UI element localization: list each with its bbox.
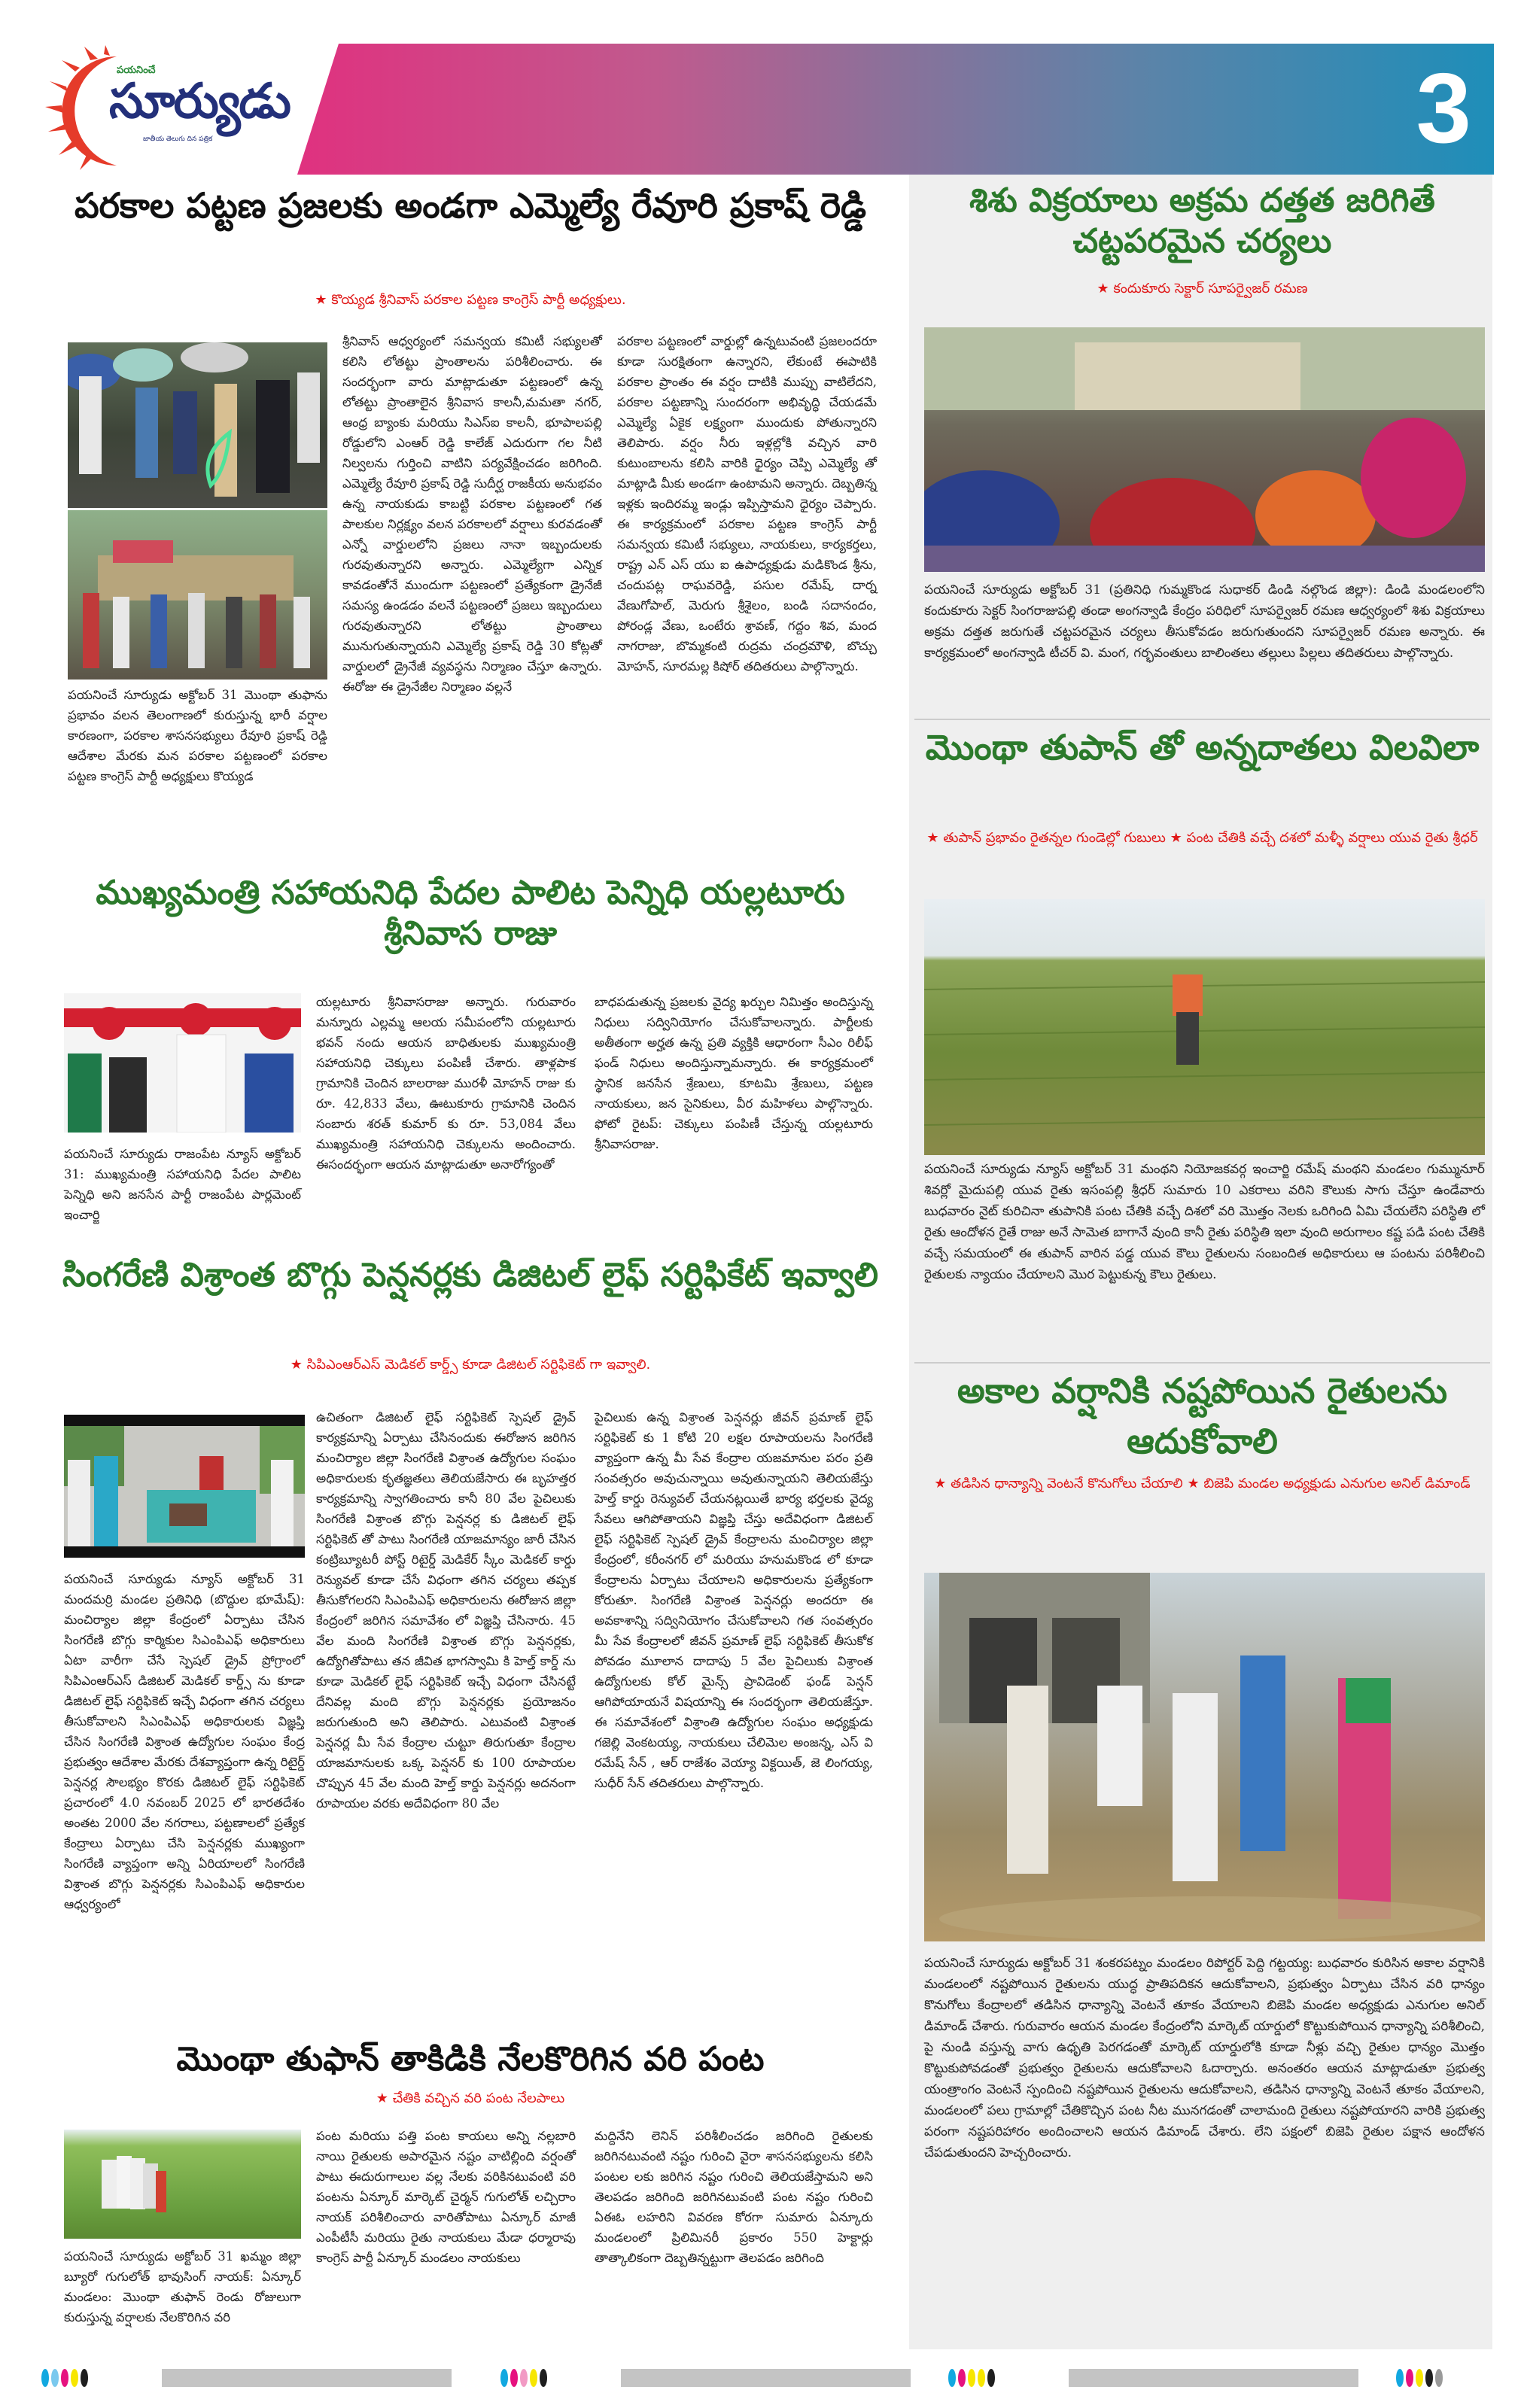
subhead-text: కందుకూరు సెక్టార్ సూపర్వైజర్ రమణ — [1113, 281, 1308, 296]
swatch-dot — [968, 2369, 975, 2387]
swatch-dot — [1406, 2369, 1413, 2387]
gray-bar — [621, 2369, 911, 2387]
body-column-2: మద్దినేని లెనిన్ పరిశీలించడం జరిగింది రైతులకు జరిగినటువంటి నష్టం గురించి వైరా శాసనసభ్యులను కలిసి పంటల లకు జరిగిన నష్టం గురించి తెలియజేస్తామని అని తెలపడం జరిగింది జరిగినటువంటి పంట నష్టం గురించి ఏఈఓ లహరిని వివరణ కోరగా సుమారు ఏన్కూరు మండలంలో ప్రిలిమినరీ ప్రకారం 550 హెక్టార్లు తాత్కాలికంగా దెబ్బతిన్నట్టుగా తెలపడం జరిగింది — [595, 2129, 873, 2265]
star-icon: ★ — [926, 830, 944, 846]
color-swatch-group — [41, 2369, 88, 2387]
photo-flattened-paddy — [924, 899, 1485, 1155]
swatch-dot — [510, 2369, 518, 2387]
color-swatch-group — [1396, 2369, 1443, 2387]
star-icon: ★ — [1187, 1476, 1204, 1491]
star-icon: ★ — [1097, 281, 1114, 296]
headline: అకాల వర్షానికి నష్టపోయిన రైతులను ఆదుకోవాలి — [957, 1370, 1448, 1461]
gray-bar — [1069, 2369, 1358, 2387]
swatch-dot — [500, 2369, 508, 2387]
star-icon: ★ — [1170, 830, 1187, 846]
subhead-text: కొయ్యడ శ్రీనివాస్ పరకాల పట్టణ కాంగ్రెస్ పార్టీ అధ్యక్షులు. — [331, 292, 626, 308]
body-column-1: యల్లటూరు శ్రీనివాసరాజు అన్నారు. గురువారం మన్నూరు ఎల్లమ్మ ఆలయ సమీపంలోని యల్లటూరు భవన్ నందు ఆయన బాధితులకు ముఖ్యమంత్రి సహాయనిధి చెక్కులు పంపిణీ చేశారు. తాళ్లపాక గ్రామానికి చెందిన బాలరాజు మురళీ మోహన్ రాజు కు రూ. 42,833 వేలు, ఊటుకూరు గ్రామానికి చెందిన సంబారు శరత్ కుమార్ కు రూ. 53,084 వేలు ముఖ్యమంత్రి సహాయనిధి చెక్కులను అందించారు. ఈసందర్భంగా ఆయన మాట్లాడుతూ అనారోగ్యంతో — [316, 995, 576, 1172]
subhead-text-1: తడిసిన ధాన్యాన్ని వెంటనే కొనుగోలు చేయాలి — [951, 1476, 1183, 1491]
logo-brand: సూర్యుడు — [109, 74, 290, 129]
body-column-2: పరకాల పట్టణంలో వార్డుల్లో ఉన్నటువంటి ప్రజలందరూ కూడా సురక్షితంగా ఉన్నారని, లేకుంటే ఈపాటికి పరకాల ప్రాంతం ఈ వర్షం దాటికి ముప్పు వాటిలేదని, పరకాల పట్టణాన్ని సుందరంగా అభివృద్ధి చేయడమే ఎమ్మెల్యే ఏకైక లక్ష్యంగా ముందుకు పోతున్నారని తెలిపారు. వర్షం నీరు ఇళ్లల్లోకి వచ్చిన వారి కుటుంబాలను కలిసి వారికి ధైర్యం చెప్పి ఎమ్మెల్యే తో మాట్లాడి మీకు అండగా ఉంటామని అన్నారు. దెబ్బతిన్న ఇళ్లకు ఇందిరమ్మ ఇండ్లు ఇప్పిస్తామని ధైర్యం చెప్పారు. ఈ కార్యక్రమంలో పరకాల పట్టణ కాంగ్రెస్ పార్టీ సమన్వయ కమిటీ సభ్యులు, నాయకులు, కార్యకర్తలు, రాష్ట్ర ఎన్ ఎస్ యు ఐ ఉపాధ్యక్షుడు మడికొండ శ్రీను, చందుపట్ల రాఘవరెడ్డి, పసుల రమేష్, దార్న వేణుగోపాల్, మెరుగు శ్రీశైలం, బండి సదానందం, పోరండ్ల వేణు, ఒంటేరు శ్రావణ్, గద్దం శివ, మంద నాగరాజు, బొమ్మకంటి రుద్రమ చంద్రమౌళి, బొచ్చు మోహన్, సూరమల్ల కిషోర్ తదితరులు పాల్గొన్నారు. — [617, 334, 877, 673]
subhead — [53, 2088, 888, 2109]
newspaper-logo — [45, 45, 316, 173]
subhead-text-1: తుపాన్ ప్రభావం రైతన్నల గుండెల్లో గుబులు — [943, 830, 1166, 846]
photo-flooded-homes — [68, 510, 327, 680]
subhead-text-2: బిజెపి మండల అధ్యక్షుడు ఎనుగుల అనిల్ డిమాండ్ — [1203, 1476, 1471, 1491]
photo-paddy-field-visit — [64, 2130, 301, 2239]
body: పయనించే సూర్యుడు అక్టోబర్ 31 శంకరపట్నం మండలం రిపోర్టర్ పెద్ది గట్టయ్య: బుధవారం కురిసిన అకాల వర్షానికి మండలంలో నష్టపోయిన రైతులను యుద్ధ ప్రాతిపదికన ఆదుకోవాలని, ప్రభుత్వం ఏర్పాటు చేసిన వరి ధాన్యం కొనుగోలు కేంద్రాలలో తడిసిన ధాన్యాన్ని వెంటనే తూకం వేయాలని బిజెపి మండల అధ్యక్షుడు ఎనుగుల అనిల్ డిమాండ్ చేశారు. గురువారం ఆయన మండల కేంద్రంలోని మార్కెట్ యార్డులో కొట్టుకుపోయిన ధాన్యాన్ని పరిశీలించి, పై నుండి వస్తున్న వాగు ఉధృతి పెరగడంతో మార్కెట్ యార్డులోకి కూడా నీళ్లు వచ్చి రైతుల ధాన్యం మొత్తం కొట్టుకుపోవడంతో ప్రభుత్వం రైతులను ఆదుకోవాలని ఓదార్చారు. అనంతరం ఆయన మాట్లాడుతూ ప్రభుత్వ యంత్రాంగం వెంటనే స్పందించి నష్టపోయిన రైతులను ఆదుకోవాలని, తడిసిన ధాన్యాన్ని వెంటనే తూకం వేయాలని, మండలంలో పలు గ్రామాల్లో చేతికొచ్చిన పంట నీట మునగడంతో చాలామంది రైతులు నష్టపోయారని వారికి ప్రభుత్వ పరంగా నష్టపరిహారం అందించాలని ఆయన డిమాండ్ చేశారు. లేని పక్షంలో బిజెపి రైతుల పక్షాన ఆందోళన చేపడుతుందని హెచ్చరించారు. — [924, 1956, 1485, 2160]
divider — [914, 719, 1490, 720]
star-icon: ★ — [934, 1476, 951, 1491]
logo-tagline: జాతీయ తెలుగు దిన పత్రిక — [143, 135, 213, 143]
swatch-dot — [81, 2369, 88, 2387]
swatch-dot — [61, 2369, 68, 2387]
swatch-dot — [520, 2369, 528, 2387]
body-column-1: శ్రీనివాస్ ఆధ్వర్యంలో సమన్వయ కమిటీ సభ్యులతో కలిసి లోతట్టు ప్రాంతాలను పరిశీలించారు. ఈ సందర్భంగా వారు మాట్లాడుతూ పట్టణంలో ఉన్న లోతట్టు ప్రాంతాలైన శ్రీనివాస కాలనీ,మమతా నగర్, ఆంధ్ర బ్యాంకు మరియు సిఎస్ఐ కాలనీ, భూపాలపల్లి రోడ్డులోని ఎంఆర్ రెడ్డి కాలేజ్ ఎదురుగా గల నీటి నిల్వలను గుర్తించి వాటిని పర్యవేక్షించడం జరిగింది. ఎమ్మెల్యే రేవూరి ప్రకాష్ రెడ్డి సుదీర్ఘ రాజకీయ అనుభవం ఉన్న నాయకుడు కాబట్టి పరకాల పట్టణంలో గత పాలకుల నిర్లక్ష్యం వలన పరకాలలో వర్షాలు కురవడంతో ఎన్నో వార్డులలోని ప్రజలు నానా ఇబ్బందులకు గురవుతున్నారని అన్నారు. ఎమ్మెల్యేగా ఎన్నిక కావడంతోనే ముందుగా పట్టణంలో ప్రత్యేకంగా డ్రైనేజీ సమస్య ఉండడం వలనే పట్టణంలో ప్రజలు ఇబ్బందులు గురవుతున్నారని లోతట్టు ప్రాంతాలు మునుగుతున్నాయని ఎమ్మెల్యే ప్రకాష్ రెడ్డి 30 కోట్లతో వార్డులలో డ్రైనేజీ వ్యవస్థను నిర్మాణం చేస్తూ ఉన్నారు. ఈరోజు ఈ డ్రైనేజీల నిర్మాణం వల్లనే — [342, 334, 602, 694]
subhead — [53, 290, 888, 311]
headline: శిశు విక్రయాలు అక్రమ దత్తత జరిగితే చట్టపరమైన చర్యలు — [969, 181, 1435, 260]
photo-anganwadi-meeting — [924, 327, 1485, 572]
swatch-dot — [978, 2369, 985, 2387]
masthead — [0, 0, 1524, 173]
subhead — [922, 1473, 1483, 1494]
photo-pensioners-banner — [64, 1415, 305, 1558]
swatch-dot — [530, 2369, 537, 2387]
photo-soaked-grain — [924, 1573, 1485, 1941]
swatch-dot — [948, 2369, 956, 2387]
swatch-dot — [1416, 2369, 1423, 2387]
subhead-text-2: పంట చేతికి వచ్చే దశలో మళ్ళీ వర్షాలు యువ రైతు శ్రీధర్ — [1186, 830, 1478, 846]
star-icon: ★ — [315, 292, 332, 308]
color-swatch-group — [500, 2369, 547, 2387]
header-band — [297, 44, 1494, 175]
headline: మొంథా తుపాన్ తో అన్నదాతలు విలవిలా — [925, 727, 1480, 768]
swatch-dot — [540, 2369, 547, 2387]
color-swatch-group — [948, 2369, 995, 2387]
headline: ముఖ్యమంత్రి సహాయనిధి పేదల పాలిట పెన్నిధి యల్లటూరు శ్రీనివాస రాజు — [96, 874, 845, 953]
body: పయనించే సూర్యుడు న్యూస్ అక్టోబర్ 31 మంథని నియోజకవర్గ ఇంచార్జి రమేష్ మంథని మండలం గుమ్మునూర్ శివర్లో మైదుపల్లి యువ రైతు ఇసంపల్లి శ్రీధర్ సుమారు 10 ఎకరాలు వరిని కౌలుకు సాగు చేస్తూ ఉండేవారు బుధవారం నైట్ కురిచినా తుపానికి పంట చేతికి వచ్చే దిశలో వరి మొత్తం నెలకు ఒరిగింది ఏమి చేయలేని పరిస్థితి లో రైతు ఆందోళన రైతే రాజు అనే సామెత బాగానే వుంది కానీ రైతు పరిస్థితి ఇలా వుంది అరుగాలం కష్ట పడి పంట చేతికి వచ్చే సమయంలో ఈ తుపాన్ వారిన పడ్డ యువ కౌలు రైతులను సంబందిత అధికారులు ఆ పంటను పరిశీలించి రైతులకు న్యాయం చేయాలని మొర పెట్టుకున్న కౌలు రైతులు. — [924, 1162, 1485, 1282]
star-icon: ★ — [290, 1357, 307, 1373]
headline: పరకాల పట్టణ ప్రజలకు అండగా ఎమ్మెల్యే రేవూరి ప్రకాష్ రెడ్డి — [74, 185, 867, 226]
body: పయనించే సూర్యుడు అక్టోబర్ 31 (ప్రతినిధి గుమ్మకొండ సుధాకర్ డిండి నల్గొండ జిల్లా): డిండి మండలంలోని కందుకూరు సెక్టర్ సింగరాజుపల్లి తండా అంగన్వాడి కేంద్రం పరిధిలో సూపర్వైజర్ రమణ ఆధ్వర్యంలో శిశు విక్రయాలు అక్రమ దత్తత జరుగుతే చట్టపరమైన చర్యలు తీసుకోవడం జరుగుతుందని సూపర్వైజర్ రమణ అన్నారు. ఈ కార్యక్రమంలో అంగన్వాడి టీచర్ వి. మంగ, గర్భవంతులు బాలింతలు తల్లులు పిల్లలు తదితరులు పాల్గొన్నారు. — [924, 582, 1485, 661]
divider — [914, 1362, 1490, 1364]
headline: సింగరేణి విశ్రాంత బొగ్గు పెన్షనర్లకు డిజిటల్ లైఫ్ సర్టిఫికేట్ ఇవ్వాలి — [62, 1256, 878, 1294]
headline: మొంథా తుఫాన్ తాకిడికి నేలకొరిగిన వరి పంట — [176, 2040, 765, 2078]
gray-bar — [162, 2369, 452, 2387]
subhead — [53, 1354, 888, 1376]
photo-officials-inspecting — [68, 342, 327, 508]
swatch-dot — [1425, 2369, 1433, 2387]
body-column-1: ఉచితంగా డిజిటల్ లైఫ్ సర్టిఫికెట్ స్పెషల్ డ్రైవ్ కార్యక్రమాన్ని ఏర్పాటు చేసినందుకు ఈరోజున జరిగిన మంచిర్యాల జిల్లా సింగరేణి విశ్రాంత ఉద్యోగుల సంఘం అధికారులకు కృతజ్ఞతలు తెలియజేసారు ఈ బృహత్తర కార్యక్రమాన్ని స్వాగతించారు కానీ 80 వేల పైచిలుకు సింగరేణి విశ్రాంత బొగ్గు పెన్షనర్ల కు డిజిటల్ లైఫ్ సర్టిఫికెట్ తో పాటు సింగరేణి యాజమాన్యం జారీ చేసిన కంట్రిబ్యూటరీ పోస్ట్ రిటైర్డ్ మెడికేర్ స్కీం మెడికల్ కార్డు రెన్యువల్ కూడా చేసే విధంగా తగిన చర్యలు తప్పక తీసుకోగలరని సిఎంపిఎఫ్ అధికారులను ఈరోజున జిల్లా కేంద్రంలో జరిగిన సమావేశం లో విజ్ఞప్తి చేసినారు. 45 వేల మంది సింగరేణి విశ్రాంత బొగ్గు పెన్షనర్లకు, ఉద్యోగితోపాటు తన జీవిత భాగస్వామి కి హెల్త్ కార్డ్ ను కూడా మెడికల్ లైఫ్ సర్టిఫికెట్ ఇచ్చే విధంగా చేసినట్టే దేనివల్ల మంది బొగ్గు పెన్షనర్లకు ప్రయోజనం జరుగుతుంది అని తెలిపారు. ఎటువంటి విశ్రాంత పెన్షనర్ల మీ సేవ కేంద్రాల చుట్టూ తిరుగుతూ కేంద్రాల యాజమానులకు ఒక్క పెన్షనర్ కు 100 రూపాయల చొప్పున 45 వేల మంది హెల్త్ కార్డు పెన్షనర్లు అదనంగా రూపాయల వరకు అదేవిధంగా 80 వేల — [316, 1410, 576, 1811]
swatch-dot — [51, 2369, 59, 2387]
subhead — [914, 278, 1490, 299]
subhead — [922, 828, 1483, 849]
body-column-1: పంట మరియు పత్తి పంట కాయలు అన్ని నల్లబారి నాయి రైతులకు అపారమైన నష్టం వాటిల్లింది వర్షంతో పాటు ఈదురుగాలుల వల్ల నేలకు వరికినటువంటి వరి పంటను ఏన్కూర్ మార్కెట్ చైర్మన్ గుగులోత్ లచ్చిరాం నాయక్ పరిశీలించారు వారితోపాటు ఏన్కూర్ మాజీ ఎంపీటీసీ మరియు రైతు నాయకులు మేడా ధర్మారావు కాంగ్రెస్ పార్టీ ఏన్కూర్ మండలం నాయకులు — [316, 2129, 576, 2265]
logo-kicker: పయనించే — [117, 65, 156, 76]
swatch-dot — [41, 2369, 49, 2387]
photo-caption: పయనించే సూర్యుడు అక్టోబర్ 31 మొంథా తుఫాను ప్రభావం వలన తెలంగాణలో కురుస్తున్న భారీ వర్షాల కారణంగా, పరకాల శాసనసభ్యులు రేవూరి ప్రకాష్ రెడ్డి ఆదేశాల మేరకు మన పరకాల పట్టణంలో పరకాల పట్టణ కాంగ్రెస్ పార్టీ అధ్యక్షులు కొయ్యడ — [68, 688, 327, 783]
swatch-dot — [1435, 2369, 1443, 2387]
body-column-2: బాధపడుతున్న ప్రజలకు వైద్య ఖర్చుల నిమిత్తం అందిస్తున్న నిధులు సద్వినియోగం చేసుకోవాలన్నారు. పార్టీలకు అతీతంగా అర్హత ఉన్న ప్రతి వ్యక్తికి ఆధారంగా సీఎం రిలీఫ్ ఫండ్ నిధులు అందిస్తున్నామన్నారు. ఈ కార్యక్రమంలో స్థానిక జనసేన శ్రేణులు, కూటమి శ్రేణులు, పట్టణ నాయకులు, జన సైనికులు, వీర మహిళలు పాల్గొన్నారు. ఫోటో రైటప్: చెక్కులు పంపిణీ చేస్తున్న యల్లటూరు శ్రీనివాసరాజు. — [595, 995, 873, 1151]
photo-caption: పయనించే సూర్యుడు న్యూస్ అక్టోబర్ 31 మందమర్రి మండల ప్రతినిధి (బొద్దుల భూమేష్): మంచిర్యాల జిల్లా కేంద్రంలో ఏర్పాటు చేసిన సింగరేణి బొగ్గు కార్మికుల సిఎంపిఎఫ్ అధికారులు ఏటా వారీగా చేసే స్పెషల్ డ్రైవ్ ప్రోగ్రాంలో సిపిఎంఆర్ఎస్ డిజిటల్ మెడికల్ కార్డ్స్ ను కూడా డిజిటల్ లైఫ్ సర్టిఫికెట్ ఇచ్చే విధంగా తగిన చర్యలు తీసుకోవాలని సిఎంపిఎఫ్ అధికారులకు విజ్ఞప్తి చేసిన సింగరేణి విశ్రాంత ఉద్యోగుల సంఘం కేంద్ర ప్రభుత్వం ఆదేశాల మేరకు దేశవ్యాప్తంగా ఉన్న రిటైర్డ్ పెన్షనర్ల సౌలభ్యం కొరకు డిజిటల్ లైఫ్ సర్టిఫికెట్ ప్రచారంలో 4.0 నవంబర్ 2025 లో భారతదేశం అంతట 2000 వేల నగరాలు, పట్టణాలలో ప్రత్యేక కేంద్రాలు ఏర్పాటు చేసి పెన్షనర్లకు ముఖ్యంగా సింగరేణి వ్యాప్తంగా అన్ని ఏరియాలలో సింగరేణి విశ్రాంత బొగ్గు పెన్షనర్లకు సిఎంపిఎఫ్ అధికారుల ఆధ్వర్యంలో — [64, 1572, 305, 1911]
swatch-dot — [71, 2369, 78, 2387]
photo-caption: పయనించే సూర్యుడు అక్టోబర్ 31 ఖమ్మం జిల్లా బ్యూరో గుగులోత్ భావుసింగ్ నాయక్: ఏన్కూర్ మండలం: మొంథా తుఫాన్ రెండు రోజులుగా కురుస్తున్న వర్షాలకు నేలకొరిగిన వరి — [64, 2249, 301, 2324]
swatch-dot — [958, 2369, 966, 2387]
subhead-text: చేతికి వచ్చిన వరి పంట నేలపాలు — [392, 2090, 565, 2106]
page-number: 3 — [1416, 53, 1471, 163]
photo-caption: పయనించే సూర్యుడు రాజంపేట న్యూస్ అక్టోబర్ 31: ముఖ్యమంత్రి సహాయనిధి పేదల పాలిట పెన్నిధి అని జనసేన పార్టీ రాజంపేట పార్లమెంట్ ఇంచార్జి — [64, 1147, 301, 1222]
photo-cheque-distribution — [64, 993, 301, 1133]
subhead-text: సిపిఎంఆర్ఎస్ మెడికల్ కార్డ్స్ కూడా డిజిటల్ సర్టిఫికెట్ గా ఇవ్వాలి. — [306, 1357, 651, 1373]
body-column-2: పైచిలుకు ఉన్న విశ్రాంత పెన్షనర్లు జీవన్ ప్రమాణ్ లైఫ్ సర్టిఫికెట్ కు 1 కోటి 20 లక్షల రూపాయలను సింగరేణి వ్యాప్తంగా ఉన్న మీ సేవ కేంద్రాల యజమానుల పరం ప్రతి సంవత్సరం అవుచున్నాయి అవుతున్నాయని తెలియజేస్తు హెల్త్ కార్డు రెన్యువల్ చేయనట్లయితే భార్య భర్తలకు వైద్య సేవలు ఆగిపోతాయని విజ్ఞప్తి చేస్తు అదేవిధంగా డిజిటల్ లైఫ్ సర్టిఫికెట్ స్పెషల్ డ్రైవ్ కేంద్రాలను మంచిర్యాల జిల్లా కేంద్రంలో, కరీంనగర్ లో మరియు హనుమకొండ లో కూడా కేంద్రాలను ఏర్పాటు చేయాలని అధికారులను ప్రత్యేకంగా కోరుతూ. సింగరేణి విశ్రాంత పెన్షనర్లు అందరూ ఈ అవకాశాన్ని సద్వినియోగం చేసుకోవాలని గత సంవత్సరం మీ సేవ కేంద్రాలలో జీవన్ ప్రమాణ్ లైఫ్ సర్టిఫికెట్ తీసుకోక పోవడం మూలాన దాదాపు 5 వేల పైచిలుకు విశ్రాంత ఉద్యోగులకు కోల్ మైన్స్ ప్రావిడెంట్ ఫండ్ పెన్షన్ ఆగిపోయాయనే విషయాన్ని ఈ సందర్భంగా తెలియజేస్తూ. ఈ సమావేశంలో విశ్రాంతి ఉద్యోగుల సంఘం అధ్యక్షుడు గజెల్లి వెంకటయ్య, నాయకులు చేలిమెల అంజన్న, ఎస్ వి రమేష్ సేన్ , ఆర్ రాజేశం వెయ్యా విక్టయిత్, జె లింగయ్య, సుధీర్ సేన్ తదితరులు పాల్గొన్నారు. — [595, 1410, 873, 1790]
star-icon: ★ — [376, 2090, 393, 2106]
swatch-dot — [987, 2369, 995, 2387]
swatch-dot — [1396, 2369, 1404, 2387]
